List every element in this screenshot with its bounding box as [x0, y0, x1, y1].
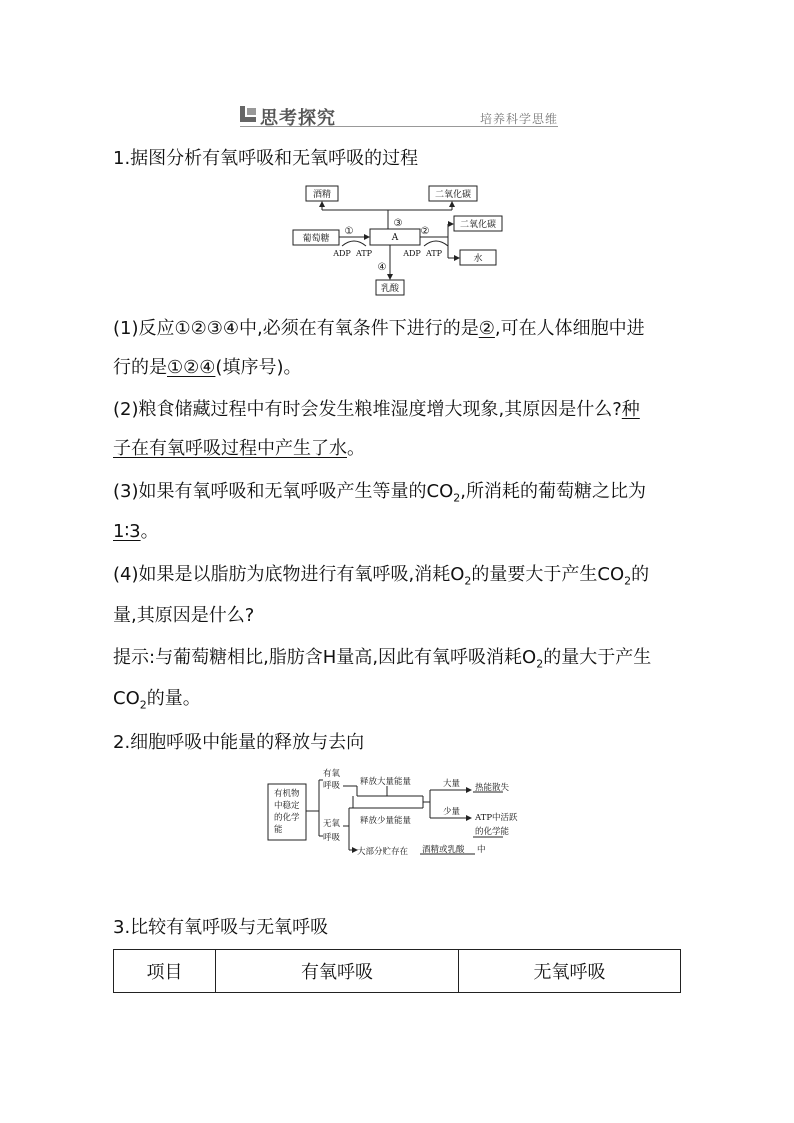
label-small: 少量 — [443, 807, 461, 817]
header-aerobic: 有氧呼吸 — [216, 950, 459, 993]
label-co2-right: 二氧化碳 — [459, 220, 497, 230]
section-subtitle: 培养科学思维 — [479, 112, 558, 126]
aerobic-line2: 呼吸 — [323, 781, 341, 791]
label-in: 中 — [477, 845, 486, 855]
source-line1: 有机物 — [274, 789, 300, 799]
q1-part2-line1: (2)粮食储藏过程中有时会发生粮堆湿度增大现象,其原因是什么?种 — [113, 399, 640, 420]
label-glucose: 葡萄糖 — [302, 234, 330, 244]
label-a: A — [391, 233, 399, 243]
source-line2: 中稳定 — [274, 801, 300, 811]
label-little-energy: 释放少量能量 — [360, 816, 412, 826]
q3-heading: 3.比较有氧呼吸与无氧呼吸 — [113, 917, 329, 938]
q2-heading: 2.细胞呼吸中能量的释放与去向 — [113, 732, 365, 753]
label-atp-line1: ATP中活跃 — [475, 813, 518, 823]
marker-2: ② — [420, 226, 430, 237]
label-adp1: ADP — [333, 249, 351, 258]
label-adp2: ADP — [403, 249, 421, 258]
label-atp-line2: 的化学能 — [475, 827, 510, 837]
label-big: 大量 — [443, 779, 461, 789]
header-anaerobic: 无氧呼吸 — [459, 950, 681, 993]
q1-part1-line2: 行的是①②④(填序号)。 — [113, 357, 302, 378]
label-heat: 热能散失 — [475, 783, 510, 793]
q1-part2-line2: 子在有氧呼吸过程中产生了水。 — [113, 438, 365, 459]
label-most-stored: 大部分贮存在 — [357, 847, 409, 857]
label-atp1: ATP — [355, 249, 373, 258]
answer-moisture-a: 种 — [621, 399, 640, 420]
comparison-table — [113, 949, 681, 993]
header-divider — [240, 126, 558, 127]
marker-3: ③ — [393, 218, 403, 229]
label-much-energy: 释放大量能量 — [360, 777, 412, 787]
answer-human-steps: ①②④ — [167, 357, 216, 378]
respiration-process-diagram — [290, 180, 520, 300]
anaerobic-line2: 呼吸 — [323, 833, 341, 843]
label-lactic: 乳酸 — [380, 284, 400, 294]
q1-part4-line1: (4)如果是以脂肪为底物进行有氧呼吸,消耗$O_2$的量要大于产生$CO_2$的 — [113, 564, 650, 588]
section-header — [240, 104, 558, 128]
label-co2-top: 二氧化碳 — [434, 190, 472, 200]
q1-heading: 1.据图分析有氧呼吸和无氧呼吸的过程 — [113, 148, 419, 169]
header-item: 项目 — [114, 950, 216, 993]
table-header-row — [114, 950, 681, 993]
section-icon — [240, 106, 256, 122]
hint-line1: 提示:与葡萄糖相比,脂肪含H量高,因此有氧呼吸消耗$O_2$的量大于产生 — [113, 647, 652, 671]
source-line3: 的化学 — [274, 813, 300, 823]
q1-part1-line1: (1)反应①②③④中,必须在有氧条件下进行的是②,可在人体细胞中进 — [113, 318, 645, 339]
label-atp2: ATP — [425, 249, 443, 258]
source-line4: 能 — [274, 825, 283, 835]
label-water: 水 — [473, 254, 483, 264]
label-stored: 酒精或乳酸 — [422, 845, 465, 855]
q1-part4-line2: 量,其原因是什么? — [113, 605, 255, 626]
marker-1: ① — [344, 226, 354, 237]
answer-moisture-b: 子在有氧呼吸过程中产生了水 — [113, 438, 347, 459]
section-title: 思考探究 — [260, 108, 336, 129]
answer-glucose-ratio: 1∶3 — [113, 521, 141, 542]
q1-part3-line2: 1∶3。 — [113, 521, 159, 542]
energy-flow-diagram — [265, 766, 518, 860]
aerobic-line1: 有氧 — [323, 769, 341, 779]
q1-part3-line1: (3)如果有氧呼吸和无氧呼吸产生等量的$CO_2$,所消耗的葡萄糖之比为 — [113, 481, 646, 505]
answer-aerobic-step: ② — [478, 318, 495, 339]
hint-line2: $CO_2$的量。 — [113, 688, 201, 712]
label-alcohol: 酒精 — [312, 190, 332, 200]
anaerobic-line1: 无氧 — [323, 819, 341, 829]
marker-4: ④ — [377, 262, 387, 273]
